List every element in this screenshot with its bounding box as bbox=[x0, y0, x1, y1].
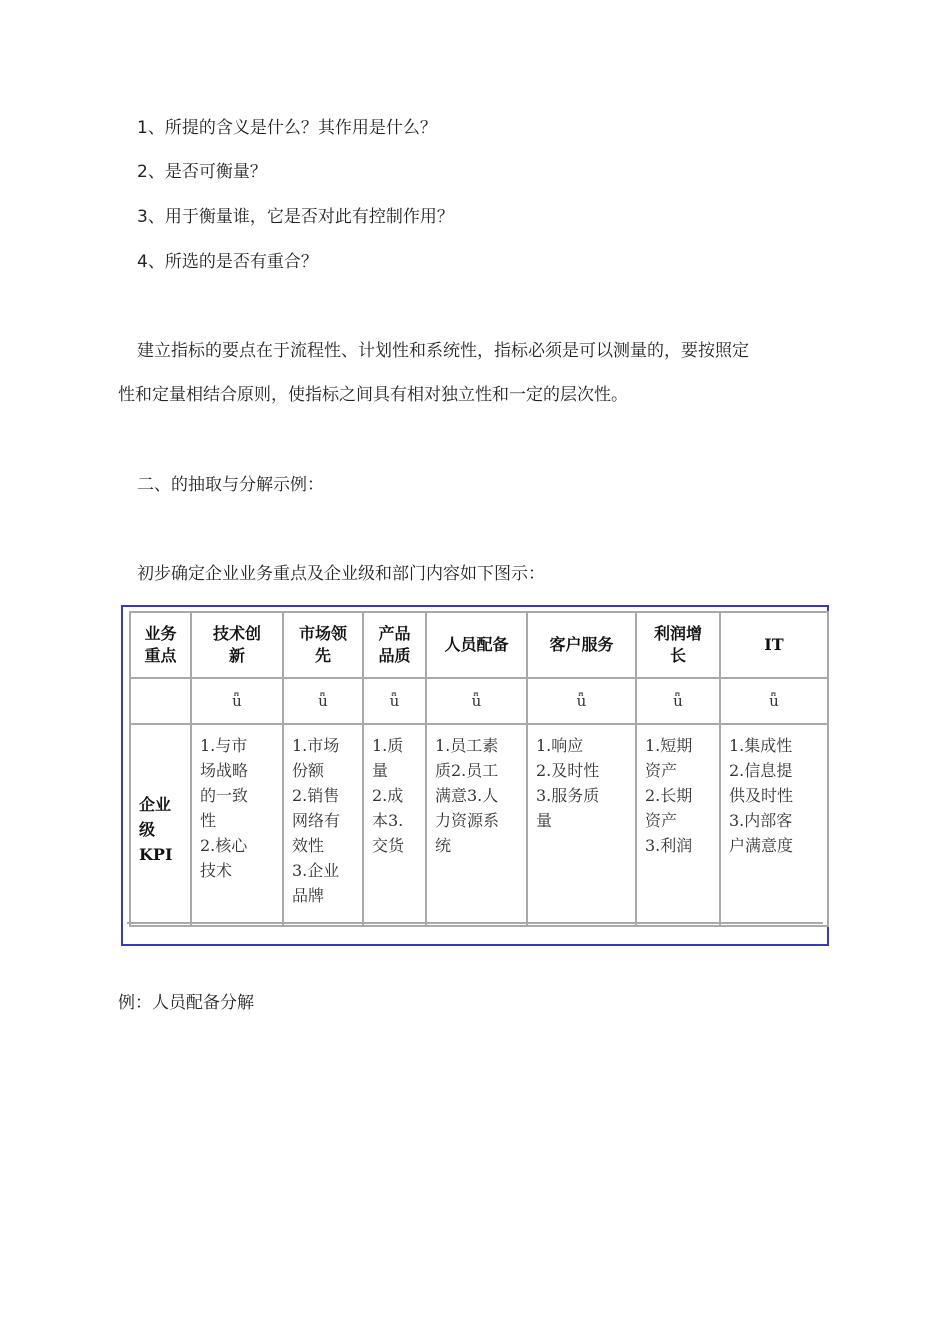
kpi-row bbox=[130, 724, 828, 926]
corner-header-line: 业务 bbox=[144, 624, 177, 643]
kpi-line: 供及时性 bbox=[729, 786, 794, 805]
kpi-line: 2.成 bbox=[372, 786, 404, 805]
header-row bbox=[130, 612, 828, 678]
down-arrow-icon: ǖ bbox=[527, 678, 636, 724]
header-line: 市场领 bbox=[298, 624, 347, 643]
figure-bottom-strip bbox=[127, 922, 823, 942]
question-4: 4、所选的是否有重合？ bbox=[137, 252, 318, 272]
example-label: 例：人员配备分解 bbox=[118, 993, 254, 1013]
kpi-cell-tech bbox=[191, 724, 283, 926]
paragraph-line-1: 建立指标的要点在于流程性、计划性和系统性，指标必须是可以测量的，要按照定 bbox=[137, 341, 749, 361]
kpi-line: 资产 bbox=[645, 761, 678, 780]
down-arrow-icon: ǖ bbox=[636, 678, 720, 724]
header-line: 新 bbox=[228, 646, 245, 665]
kpi-line: 性 bbox=[200, 811, 217, 830]
kpi-line: 1.员工素 bbox=[435, 736, 499, 755]
kpi-line: 1.市场 bbox=[292, 736, 340, 755]
header-line: 先 bbox=[314, 646, 331, 665]
down-arrow-icon: ǖ bbox=[191, 678, 283, 724]
kpi-cell-quality bbox=[363, 724, 426, 926]
arrow-row bbox=[130, 678, 828, 724]
row-header-cell bbox=[130, 724, 191, 926]
header-cell-service bbox=[527, 612, 636, 678]
corner-header-line: 重点 bbox=[144, 646, 177, 665]
kpi-line: 户满意度 bbox=[729, 836, 794, 855]
header-line: 客户服务 bbox=[549, 635, 614, 654]
kpi-cell-it bbox=[720, 724, 828, 926]
header-line: 长 bbox=[669, 646, 686, 665]
kpi-line: 的一致 bbox=[200, 786, 249, 805]
kpi-line: 份额 bbox=[292, 761, 325, 780]
kpi-line: 质2.员工 bbox=[435, 761, 499, 780]
kpi-line: 1.短期 bbox=[645, 736, 693, 755]
row-header-line: 级 bbox=[139, 819, 156, 839]
question-2: 2、是否可衡量？ bbox=[137, 162, 267, 182]
header-line: 技术创 bbox=[212, 624, 261, 643]
kpi-line: 3.企业 bbox=[292, 861, 340, 880]
kpi-line: 满意3.人 bbox=[435, 786, 499, 805]
kpi-line: 网络有 bbox=[292, 811, 341, 830]
kpi-table-figure bbox=[121, 605, 829, 946]
kpi-line: 场战略 bbox=[200, 761, 249, 780]
kpi-line: 1.集成性 bbox=[729, 736, 793, 755]
kpi-line: 技术 bbox=[200, 861, 233, 880]
header-line: 产品 bbox=[378, 624, 411, 643]
kpi-line: 1.响应 bbox=[536, 736, 584, 755]
kpi-table bbox=[129, 611, 829, 927]
kpi-line: 2.及时性 bbox=[536, 761, 600, 780]
header-line: 利润增 bbox=[653, 624, 702, 643]
kpi-line: 1.质 bbox=[372, 736, 404, 755]
kpi-line: 3.内部客 bbox=[729, 811, 793, 830]
corner-header-cell bbox=[130, 612, 191, 678]
kpi-line: 交货 bbox=[372, 836, 405, 855]
down-arrow-icon: ǖ bbox=[283, 678, 363, 724]
down-arrow-icon: ǖ bbox=[363, 678, 426, 724]
header-cell-it bbox=[720, 612, 828, 678]
kpi-line: 本3. bbox=[372, 811, 404, 830]
kpi-line: 力资源系 bbox=[435, 811, 500, 830]
figure-intro: 初步确定企业业务重点及企业级和部门内容如下图示： bbox=[137, 564, 545, 584]
kpi-cell-service bbox=[527, 724, 636, 926]
header-line: IT bbox=[764, 635, 784, 654]
header-line: 品质 bbox=[378, 646, 411, 665]
header-cell-tech bbox=[191, 612, 283, 678]
kpi-line: 1.与市 bbox=[200, 736, 248, 755]
header-line: 人员配备 bbox=[444, 635, 509, 654]
kpi-line: 2.销售 bbox=[292, 786, 340, 805]
kpi-line: 统 bbox=[435, 836, 452, 855]
question-3: 3、用于衡量谁，它是否对此有控制作用？ bbox=[137, 207, 454, 227]
kpi-cell-staffing bbox=[426, 724, 527, 926]
kpi-line: 2.长期 bbox=[645, 786, 693, 805]
header-cell-staffing bbox=[426, 612, 527, 678]
kpi-line: 效性 bbox=[292, 836, 325, 855]
header-cell-market bbox=[283, 612, 363, 678]
paragraph-line-2: 性和定量相结合原则，使指标之间具有相对独立性和一定的层次性。 bbox=[118, 385, 628, 405]
row-header-line: KPI bbox=[139, 844, 173, 864]
empty-cell bbox=[130, 678, 191, 724]
kpi-line: 量 bbox=[372, 761, 389, 780]
kpi-line: 资产 bbox=[645, 811, 678, 830]
kpi-line: 2.信息提 bbox=[729, 761, 793, 780]
section-heading: 二、的抽取与分解示例： bbox=[137, 475, 324, 495]
kpi-line: 2.核心 bbox=[200, 836, 248, 855]
header-cell-quality bbox=[363, 612, 426, 678]
header-cell-profit bbox=[636, 612, 720, 678]
kpi-line: 3.服务质 bbox=[536, 786, 600, 805]
kpi-line: 品牌 bbox=[292, 886, 325, 905]
kpi-line: 量 bbox=[536, 811, 553, 830]
down-arrow-icon: ǖ bbox=[426, 678, 527, 724]
row-header-line: 企业 bbox=[139, 794, 172, 814]
question-1: 1、所提的含义是什么？其作用是什么？ bbox=[137, 118, 437, 138]
kpi-cell-market bbox=[283, 724, 363, 926]
kpi-line: 3.利润 bbox=[645, 836, 693, 855]
down-arrow-icon: ǖ bbox=[720, 678, 828, 724]
kpi-cell-profit bbox=[636, 724, 720, 926]
